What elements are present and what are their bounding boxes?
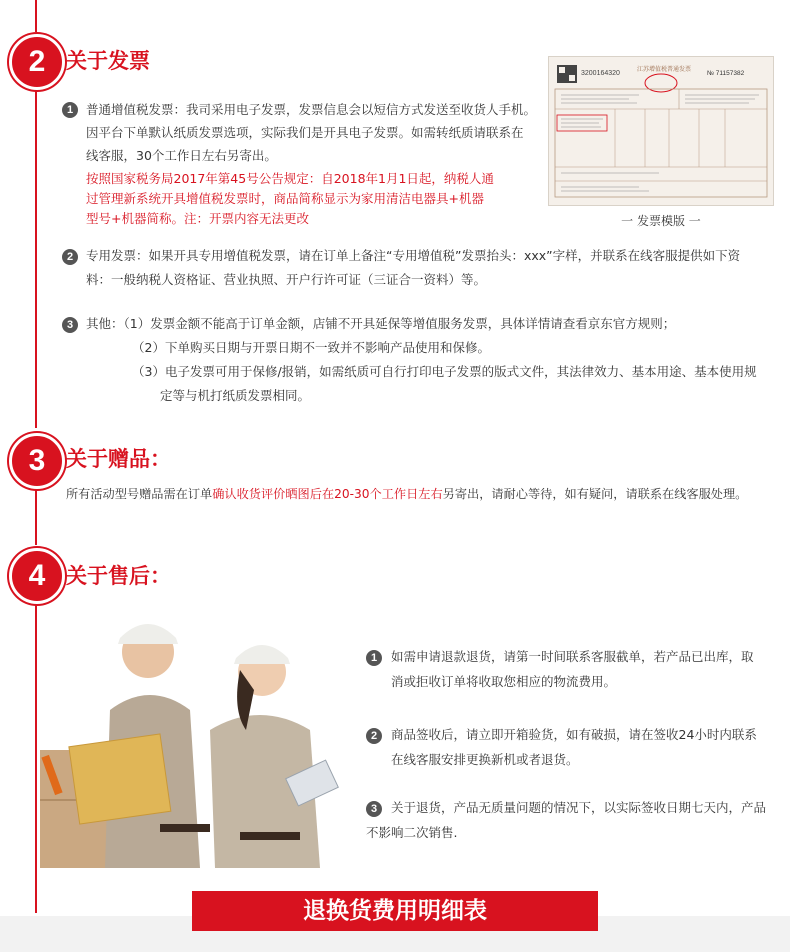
item-number-badge: 3: [366, 801, 382, 817]
invoice-item3-line: （3）电子发票可用于保修/报销，如需纸质可自行打印电子发票的版式文件，其法律效力、基本用途、基本使用规: [132, 364, 757, 379]
invoice-item2-line: 专用发票：如果开具专用增值税发票，请在订单上备注“专用增值税”发票抬头：xxx”字样，并联系在线客服提供如下资: [86, 248, 741, 263]
belt: [160, 824, 210, 832]
invoice-sample-caption: 一 发票模版 一: [621, 214, 701, 228]
aftersale-item3-line: 不影响二次销售.: [366, 825, 458, 840]
item-number-badge: 1: [366, 650, 382, 666]
invoice-item3-line: 其他：（1）发票金额不能高于订单金额，店铺不开具延保等增值服务发票，具体详情请查看京东官方规则；: [86, 316, 676, 331]
aftersale-item1-line: 如需申请退款退货，请第一时间联系客服截单，若产品已出库，取: [391, 649, 754, 664]
timeline-line: [35, 603, 37, 913]
tax-notice-line: 按照国家税务局2017年第45号公告规定：自2018年1月1日起，纳税人通: [86, 171, 494, 186]
gift-text-highlight: 确认收货评价晒图后在20-30个工作日左右: [212, 487, 443, 501]
invoice-item2-line: 料：一般纳税人资格证、营业执照、开户行许可证（三证合一资料）等。: [86, 272, 487, 287]
section-number-badge: 3: [9, 433, 65, 489]
invoice-doc-title: 江苏增值税普通发票: [637, 66, 692, 73]
invoice-drawing: [549, 57, 773, 205]
belt: [240, 832, 300, 840]
aftersale-item2-line: 商品签收后，请立即开箱验货，如有破损，请在签收24小时内联系: [391, 727, 757, 742]
invoice-item1-line: 因平台下单默认纸质发票选项，实际我们是开具电子发票。如需转纸质请联系在: [86, 125, 524, 140]
gift-policy-text: [66, 483, 747, 505]
gift-text-part: 所有活动型号赠品需在订单: [66, 487, 213, 501]
invoice-item1-line: 普通增值税发票：我司采用电子发票，发票信息会以短信方式发送至收货人手机。: [86, 102, 537, 117]
item-number-badge: 2: [62, 249, 78, 265]
section-title-invoice: 关于发票: [66, 49, 150, 73]
section-number-badge: 4: [9, 548, 65, 604]
gift-text-part: 另寄出，请耐心等待，如有疑问，请联系在线客服处理。: [442, 487, 748, 501]
timeline-line: [35, 0, 37, 32]
invoice-sample-image: [548, 56, 774, 206]
item-number-badge: 2: [366, 728, 382, 744]
invoice-serial: № 71157382: [707, 70, 745, 77]
tax-notice-line: 过管理新系统开具增值税发票时，商品简称显示为家用清洁电器具+机器: [86, 191, 484, 206]
man-cap: [118, 624, 178, 644]
invoice-item1-line: 线客服，30个工作日左右另寄出。: [86, 148, 277, 163]
return-fee-table-title: 退换货费用明细表: [192, 891, 598, 931]
woman-cap: [234, 645, 290, 664]
staff-illustration: [40, 600, 340, 868]
section-title-aftersale: 关于售后：: [66, 564, 171, 588]
section-title-gift: 关于赠品：: [66, 447, 171, 471]
section-number-badge: 2: [9, 34, 65, 90]
aftersale-item1-line: 消或拒收订单将收取您相应的物流费用。: [391, 674, 617, 689]
item-number-badge: 1: [62, 102, 78, 118]
tax-notice-line: 型号+机器简称。注：开票内容无法更改: [86, 211, 309, 226]
timeline-line: [35, 88, 37, 428]
invoice-item3-line: （2）下单购买日期与开票日期不一致并不影响产品使用和保修。: [132, 340, 490, 355]
item-number-badge: 3: [62, 317, 78, 333]
timeline-line: [35, 487, 37, 545]
aftersale-item3-line: 关于退货，产品无质量问题的情况下，以实际签收日期七天内，产品: [391, 800, 767, 815]
aftersale-item2-line: 在线客服安排更换新机或者退货。: [391, 752, 579, 767]
invoice-code: 3200164320: [581, 70, 620, 77]
clipboard: [69, 734, 171, 824]
staff-photo: [40, 600, 340, 868]
invoice-item3-line: 定等与机打纸质发票相同。: [160, 388, 311, 403]
